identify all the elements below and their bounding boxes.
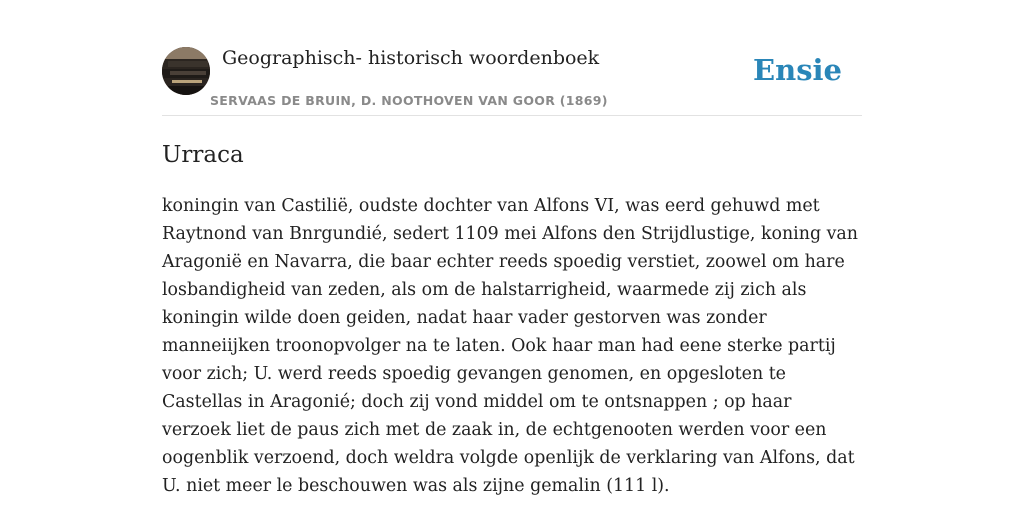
entry-title: Urraca bbox=[162, 142, 244, 168]
books-image-icon bbox=[162, 47, 210, 95]
page-container bbox=[162, 0, 862, 512]
book-title[interactable]: Geographisch- historisch woordenboek bbox=[222, 47, 600, 69]
entry-header bbox=[162, 0, 862, 116]
book-author-year: SERVAAS DE BRUIN, D. NOOTHOVEN VAN GOOR (1869) bbox=[210, 93, 608, 108]
book-cover-thumbnail[interactable] bbox=[162, 47, 210, 95]
brand-logo[interactable]: Ensie bbox=[753, 53, 842, 87]
entry-body: koningin van Castilië, oudste dochter van Alfons VI, was eerd gehuwd met Raytnond van Bnrgundié, sedert 1109 mei Alfons den Strijdlustige, koning van Aragonië en Navarra, die baar echter reeds spoedig verstiet, zoowel om hare losbandigheid van zeden, als om de halstarrigheid, waarmede zij zich als koningin wilde doen geiden, nadat haar vader gestorven was zonder manneiijken troonopvolger na te laten. Ook haar man had eene sterke partij voor zich; U. werd reeds spoedig gevangen genomen, en opgesloten te Castellas in Aragonié; doch zij vond middel om te ontsnappen ; op haar verzoek liet de paus zich met de zaak in, de echtgenooten werden voor een oogenblik verzoend, doch weldra volgde openlijk de verklaring van Alfons, dat U. niet meer le beschouwen was als zijne gemalin (111 l). bbox=[162, 196, 858, 496]
